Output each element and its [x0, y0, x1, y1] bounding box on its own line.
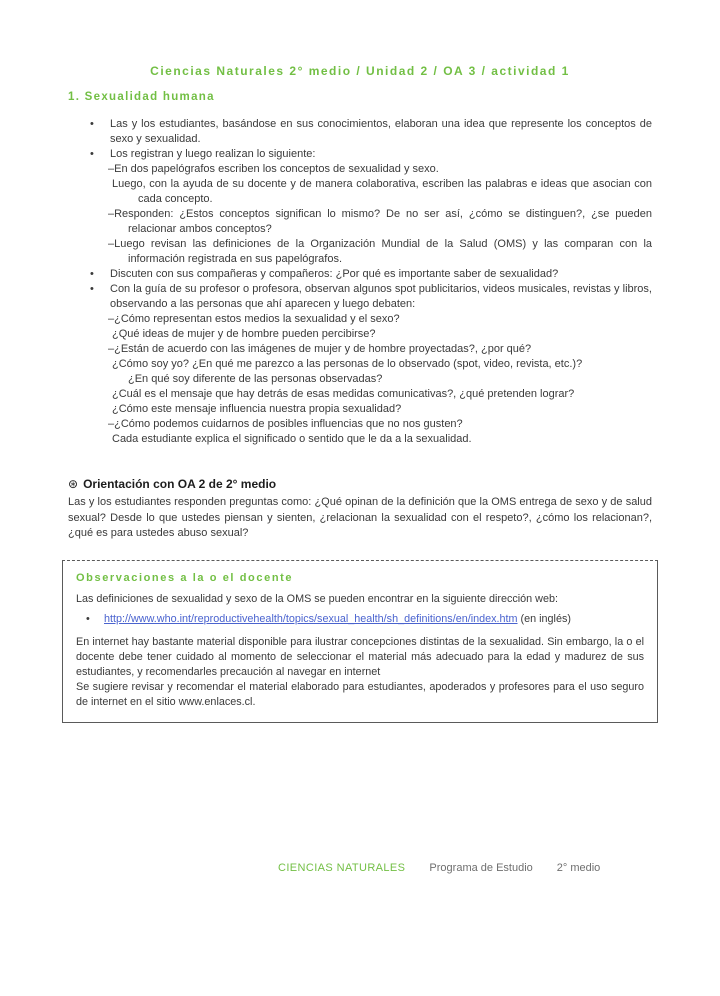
orientation-paragraph: Las y los estudiantes responden preguntas como: ¿Qué opinan de la definición que la OMS entrega de sexo y de salud sexual? Desde lo que ustedes piensan y sienten, ¿relacionan la sexualidad con el respeto?, ¿cómo los relacionan?, ¿qué es para ustedes abuso sexual? — [68, 496, 652, 539]
list-item: ¿Cómo este mensaje influencia nuestra propia sexualidad? — [112, 403, 402, 415]
observations-intro: Las definiciones de sexualidad y sexo de la OMS se pueden encontrar en la siguiente dirección web: — [76, 592, 558, 605]
orientation-section — [68, 477, 652, 542]
list-item: –¿Cómo representan estos medios la sexualidad y el sexo? — [108, 313, 400, 325]
list-item: • Con la guía de su profesor o profesora, observan algunos spot publicitarios, videos musicales, revistas y libros, observando a las personas que ahí aparecen y luego debaten: — [68, 282, 652, 312]
list-item: • Las y los estudiantes, basándose en sus conocimientos, elaboran una idea que represente los conceptos de sexo y sexualidad. — [68, 117, 652, 147]
list-item: ¿Qué ideas de mujer y de hombre pueden percibirse? — [112, 328, 376, 340]
list-item: –Luego revisan las definiciones de la Organización Mundial de la Salud (OMS) y las comparan con la información registrada en sus papelógrafos. — [108, 238, 652, 265]
orientation-heading — [68, 477, 652, 491]
list-item: ¿En qué soy diferente de las personas observadas? — [128, 373, 383, 385]
observations-paragraph-1: En internet hay bastante material disponible para ilustrar concepciones distintas de la sexualidad. Sin embargo, la o el docente debe tener cuidado al momento de seleccionar el material más adecuado para la edad y madurez de sus estudiantes, y recomendarles precaución al navegar en internet — [76, 635, 644, 678]
observations-box-heading: Observaciones a la o el docente — [76, 571, 294, 584]
section-heading: 1. Sexualidad humana — [68, 91, 215, 103]
interdisciplinary-circle-icon: ⊛ — [68, 477, 79, 491]
list-item: Luego, con la ayuda de su docente y de manera colaborativa, escriben las palabras e ideas que asocian con cada concepto. — [112, 178, 652, 205]
page-footer — [0, 862, 720, 874]
link-language-note: (en inglés) — [520, 612, 571, 625]
document-page — [0, 64, 720, 996]
list-item: –En dos papelógrafos escriben los conceptos de sexualidad y sexo. — [108, 163, 439, 175]
list-item: • Los registran y luego realizan lo siguiente: — [68, 147, 652, 162]
list-item: –¿Están de acuerdo con las imágenes de mujer y de hombre proyectadas?, ¿por qué? — [108, 343, 532, 355]
footer-grade-label: 2° medio — [556, 862, 601, 874]
page-title: Ciencias Naturales 2° medio / Unidad 2 / OA 3 / actividad 1 — [150, 64, 570, 78]
footer-program-label: Programa de Estudio — [429, 862, 533, 874]
orientation-heading-label: Orientación con OA 2 de 2° medio — [83, 477, 277, 491]
who-definitions-link[interactable]: http://www.who.int/reproductivehealth/topics/sexual_health/sh_definitions/en/index.htm — [104, 612, 518, 625]
list-item: –Responden: ¿Estos conceptos significan lo mismo? De no ser así, ¿cómo se distinguen?, ¿se pueden relacionar ambos conceptos? — [108, 208, 652, 235]
list-item: –¿Cómo podemos cuidarnos de posibles influencias que no nos gusten? — [108, 418, 463, 430]
who-link-row — [76, 612, 644, 626]
activity-list — [68, 117, 652, 447]
list-item: Cada estudiante explica el significado o sentido que le da a la sexualidad. — [112, 433, 472, 445]
observations-paragraph-2: Se sugiere revisar y recomendar el material elaborado para estudiantes, apoderados y profesores para el uso seguro de internet en el sitio www.enlaces.cl. — [76, 680, 644, 708]
list-item: ¿Cuál es el mensaje que hay detrás de esas medidas comunicativas?, ¿qué pretenden lograr? — [112, 388, 575, 400]
list-item: ¿Cómo soy yo? ¿En qué me parezco a las personas de lo observado (spot, video, revista, etc.)? — [112, 358, 583, 370]
footer-subject-label: CIENCIAS NATURALES — [278, 862, 406, 874]
observations-box — [62, 560, 658, 723]
list-item: • Discuten con sus compañeras y compañeros: ¿Por qué es importante saber de sexualidad? — [68, 267, 652, 282]
